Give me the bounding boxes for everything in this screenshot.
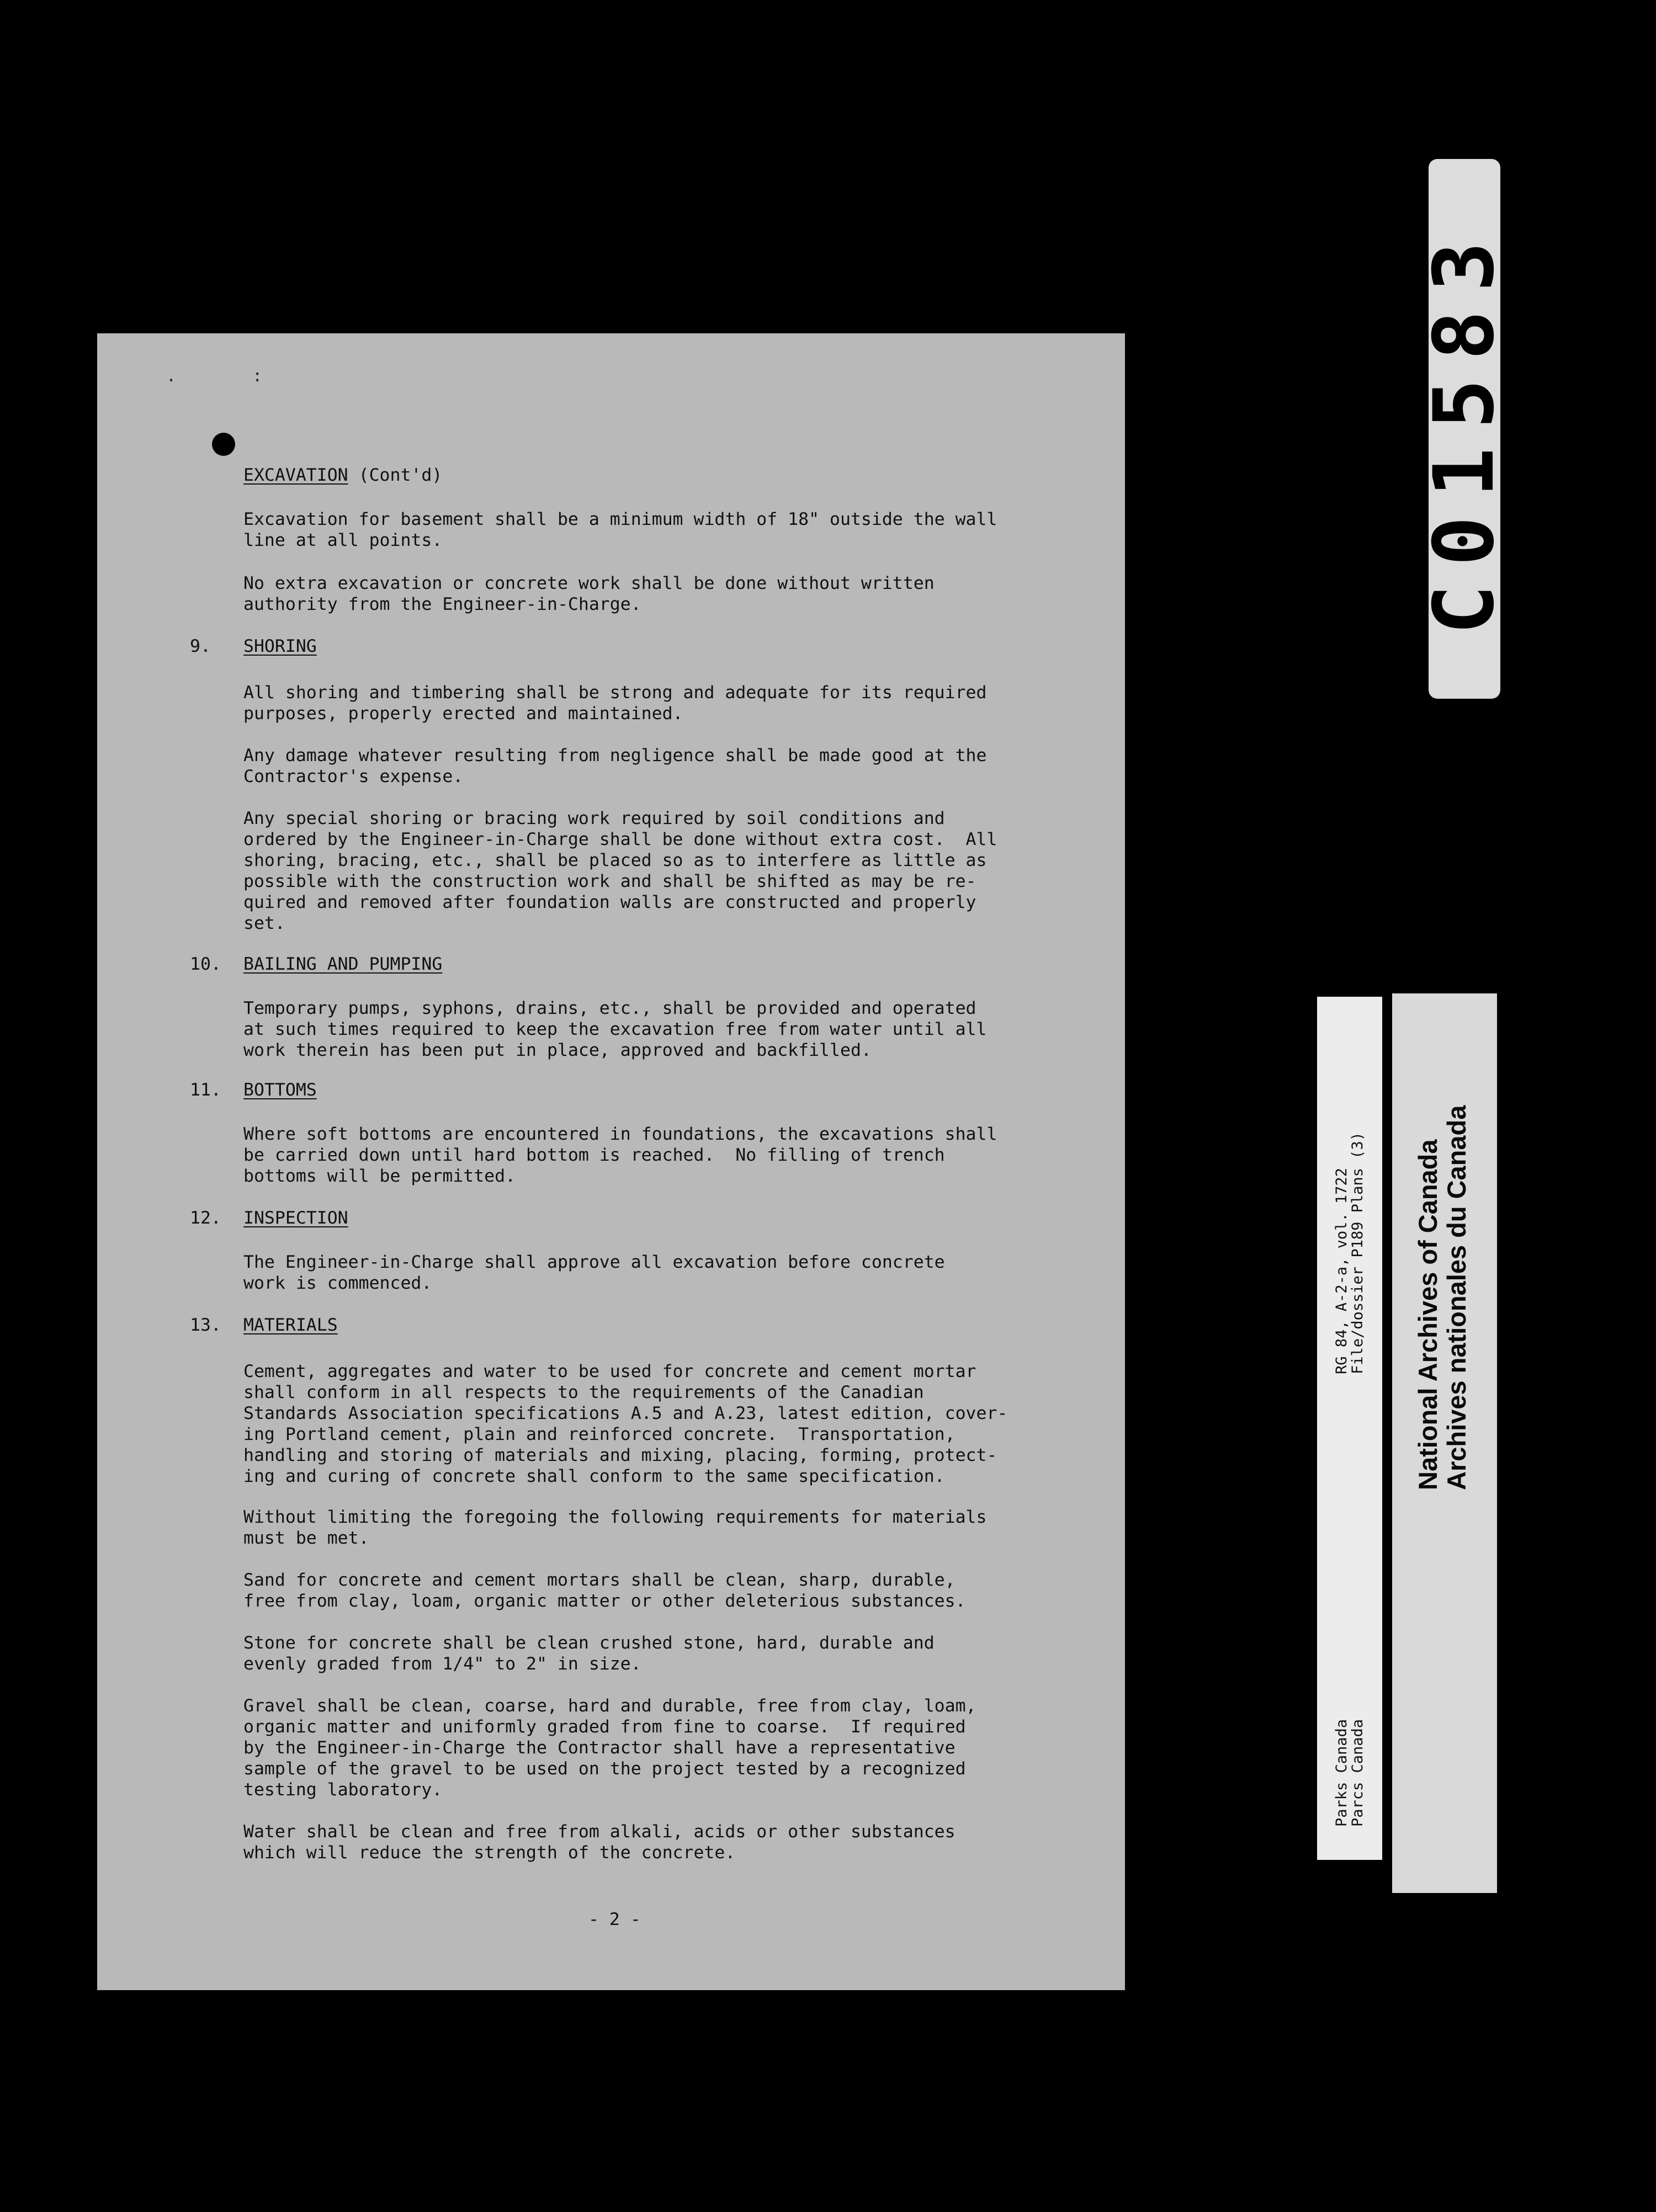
section-title: SHORING — [243, 636, 317, 656]
archives-label — [1392, 993, 1497, 1893]
scan-specks: . : — [166, 366, 296, 386]
section-title: BOTTOMS — [243, 1080, 317, 1100]
reference-line: RG 84, A-2-a, vol. 1722 — [1333, 1168, 1350, 1374]
reel-number: C01583 — [1416, 223, 1512, 635]
paragraph: Sand for concrete and cement mortars shall be clean, sharp, durable, free from clay, loam, organic matter or other deleterious substances. — [243, 1570, 966, 1611]
section-number: 11. — [190, 1080, 221, 1100]
paragraph: Without limiting the foregoing the following requirements for materials must be met. — [243, 1507, 987, 1548]
section-title: INSPECTION — [243, 1208, 348, 1228]
paragraph: Temporary pumps, syphons, drains, etc., shall be provided and operated at such times required to keep the excavation free from water until all work therein has been put in place, approved and backfilled. — [243, 998, 987, 1060]
paragraph: Cement, aggregates and water to be used for concrete and cement mortar shall conform in all respects to the requirements of the Canadian Standards Association specifications A.5 and A.23, latest edition, cover- ing Portland cement, plain and reinforced concrete. Transportation, handling and storing of materials and mixing, placing, forming, protect- ing and curing of concrete shall conform to the same specification. — [243, 1362, 1008, 1486]
section-number: 13. — [190, 1315, 221, 1335]
section-title: MATERIALS — [243, 1315, 338, 1335]
paragraph: Water shall be clean and free from alkali, acids or other substances which will reduce the strength of the concrete. — [243, 1822, 956, 1863]
section-title: BAILING AND PUMPING — [243, 954, 443, 974]
paragraph: Any damage whatever resulting from negligence shall be made good at the Contractor's expense. — [243, 746, 987, 786]
archives-line: Archives nationales du Canada — [1442, 1105, 1471, 1490]
paragraph: The Engineer-in-Charge shall approve all excavation before concrete work is commenced. — [243, 1252, 945, 1293]
paragraph: Any special shoring or bracing work required by soil conditions and ordered by the Engineer-in-Charge shall be done without extra cost. All shoring, bracing, etc., shall be placed so as to interfere as little as possible with the construction work and shall be shifted as may be re- quired and removed after foundation walls are constructed and properly set. — [243, 809, 997, 933]
document-page — [97, 333, 1125, 1990]
page-number: - 2 - — [588, 1910, 641, 1929]
paragraph: Stone for concrete shall be clean crushed stone, hard, durable and evenly graded from 1/4" to 2" in size. — [243, 1633, 935, 1674]
reel-number-strip — [1416, 159, 1512, 699]
section-number: 12. — [190, 1208, 221, 1228]
reference-line: Parks Canada — [1333, 1719, 1350, 1827]
section-number: 9. — [190, 636, 211, 656]
paragraph: All shoring and timbering shall be strong and adequate for its required purposes, properly erected and maintained. — [243, 683, 987, 724]
reference-line: File/dossier P189 Plans (3) — [1349, 1132, 1366, 1374]
continuation-heading: EXCAVATION (Cont'd) — [243, 465, 443, 485]
reference-label — [1317, 997, 1382, 1860]
section-number: 10. — [190, 954, 221, 974]
reference-line: Parcs Canada — [1349, 1719, 1366, 1827]
paragraph: Excavation for basement shall be a minimum width of 18" outside the wall line at all points. — [243, 509, 997, 550]
paragraph: Gravel shall be clean, coarse, hard and durable, free from clay, loam, organic matter and uniformly graded from fine to coarse. If required by the Engineer-in-Charge the Contractor shall have a representative sample of the gravel to be used on the project tested by a recognized testing laboratory. — [243, 1696, 976, 1800]
punch-hole — [212, 433, 235, 456]
paragraph: No extra excavation or concrete work shall be done without written authority from the Engineer-in-Charge. — [243, 573, 935, 614]
archives-line: National Archives of Canada — [1413, 1139, 1442, 1490]
paragraph: Where soft bottoms are encountered in foundations, the excavations shall be carried down until hard bottom is reached. No filling of trench bottoms will be permitted. — [243, 1124, 997, 1186]
